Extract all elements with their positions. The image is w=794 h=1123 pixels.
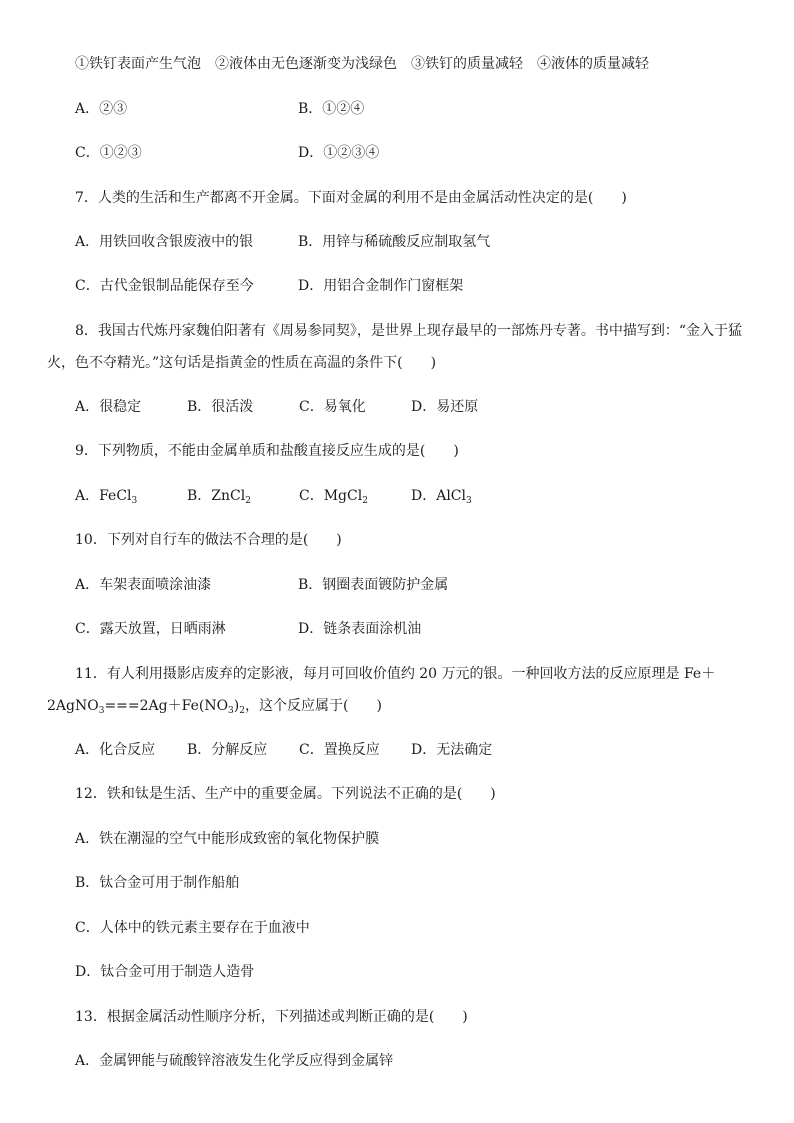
q13-stem: 13．根据金属活动性顺序分析，下列描述或判断正确的是( )	[75, 1009, 468, 1025]
q11-option-a: A．化合反应	[75, 742, 156, 758]
q6-option-d: D．①②③④	[298, 145, 380, 161]
q10-option-d: D．链条表面涂机油	[298, 621, 422, 637]
q8-stem-line2: 火，色不夺精光。”这句话是指黄金的性质在高温的条件下( )	[47, 355, 437, 371]
q11-option-b: B．分解反应	[187, 742, 268, 758]
q8-option-a: A．很稳定	[75, 399, 142, 415]
q10-option-a: A．车架表面喷涂油漆	[75, 577, 212, 593]
q6-statements: ①铁钉表面产生气泡 ②液体由无色逐渐变为浅绿色 ③铁钉的质量减轻 ④液体的质量减轻	[75, 56, 649, 72]
q9-option-b: B．ZnCl$_2$	[187, 488, 251, 506]
q10-stem: 10．下列对自行车的做法不合理的是( )	[75, 532, 342, 548]
q8-option-d: D．易还原	[411, 399, 479, 415]
q8-stem-line1: 8．我国古代炼丹家魏伯阳著有《周易参同契》，是世界上现存最早的一部炼丹专著。书中描写到：“金入于猛	[75, 323, 743, 339]
q12-option-b: B．钛合金可用于制作船舶	[75, 875, 240, 891]
q13-option-a: A．金属钾能与硫酸锌溶液发生化学反应得到金属锌	[75, 1053, 394, 1069]
q9-option-a: A．FeCl$_3$	[75, 488, 138, 506]
q10-option-b: B．钢圈表面镀防护金属	[298, 577, 449, 593]
q9-option-d: D．AlCl$_3$	[411, 488, 472, 506]
q12-option-c: C．人体中的铁元素主要存在于血液中	[75, 920, 310, 936]
q12-option-a: A．铁在潮湿的空气中能形成致密的氧化物保护膜	[75, 831, 380, 847]
q6-option-b: B．①②④	[298, 101, 365, 117]
q6-option-c: C．①②③	[75, 145, 142, 161]
q7-option-d: D．用铝合金制作门窗框架	[298, 278, 464, 294]
q11-stem-line2: $2AgNO_3===2Ag+Fe(NO_3)_2$，这个反应属于( )	[47, 698, 382, 716]
q11-option-d: D．无法确定	[411, 742, 493, 758]
q7-option-a: A．用铁回收含银废液中的银	[75, 234, 254, 250]
q12-option-d: D．钛合金可用于制造人造骨	[75, 964, 255, 980]
q7-option-c: C．古代金银制品能保存至今	[75, 278, 254, 294]
q11-option-c: C．置换反应	[299, 742, 380, 758]
q8-option-b: B．很活泼	[187, 399, 254, 415]
q12-stem: 12．铁和钛是生活、生产中的重要金属。下列说法不正确的是( )	[75, 786, 496, 802]
q9-stem: 9．下列物质，不能由金属单质和盐酸直接反应生成的是( )	[75, 443, 459, 459]
q6-option-a: A．②③	[75, 101, 128, 117]
q9-option-c: C．MgCl$_2$	[299, 488, 368, 506]
q8-option-c: C．易氧化	[299, 399, 366, 415]
q10-option-c: C．露天放置，日晒雨淋	[75, 621, 226, 637]
q7-stem: 7．人类的生活和生产都离不开金属。下面对金属的利用不是由金属活动性决定的是( )	[75, 190, 627, 206]
q11-stem-line1: 11．有人利用摄影店废弃的定影液，每月可回收价值约 20 万元的银。一种回收方法的反应原理是 Fe＋	[75, 666, 716, 682]
q7-option-b: B．用锌与稀硫酸反应制取氢气	[298, 234, 491, 250]
